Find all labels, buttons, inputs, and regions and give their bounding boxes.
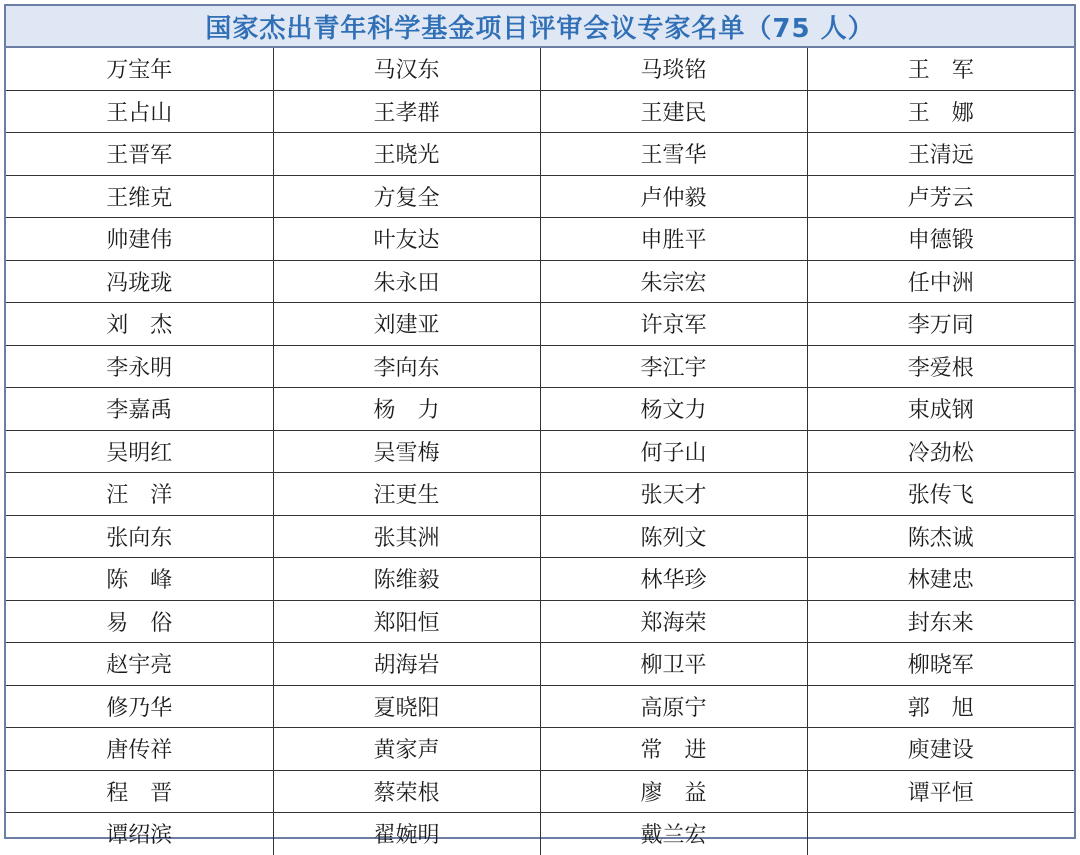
expert-name-cell: 吴雪梅 [273, 430, 540, 473]
table-row [6, 643, 1074, 686]
expert-name-cell: 夏晓阳 [273, 685, 540, 728]
expert-name-cell: 王晋军 [6, 133, 273, 176]
expert-name-cell: 李永明 [6, 345, 273, 388]
expert-name-cell: 林建忠 [807, 558, 1074, 601]
table-row [6, 728, 1074, 771]
expert-name-cell: 戴兰宏 [540, 813, 807, 855]
expert-name-cell: 黄家声 [273, 728, 540, 771]
table-row [6, 48, 1074, 90]
table-row [6, 813, 1074, 855]
name-grid [6, 48, 1074, 855]
expert-name-cell: 李爱根 [807, 345, 1074, 388]
expert-name-cell: 张天才 [540, 473, 807, 516]
expert-name-cell: 封东来 [807, 600, 1074, 643]
expert-name-cell: 王清远 [807, 133, 1074, 176]
expert-name-cell: 刘建亚 [273, 303, 540, 346]
expert-name-cell: 冷劲松 [807, 430, 1074, 473]
expert-name-cell: 杨文力 [540, 388, 807, 431]
expert-name-cell: 杨 力 [273, 388, 540, 431]
table-row [6, 558, 1074, 601]
expert-name-cell: 柳卫平 [540, 643, 807, 686]
expert-name-cell: 李嘉禹 [6, 388, 273, 431]
expert-name-cell: 朱宗宏 [540, 260, 807, 303]
expert-name-cell: 郑海荣 [540, 600, 807, 643]
expert-name-cell: 张向东 [6, 515, 273, 558]
expert-name-cell: 吴明红 [6, 430, 273, 473]
expert-name-cell: 常 进 [540, 728, 807, 771]
expert-name-cell: 陈杰诚 [807, 515, 1074, 558]
expert-name-cell: 柳晓军 [807, 643, 1074, 686]
expert-name-cell: 蔡荣根 [273, 770, 540, 813]
table-row [6, 388, 1074, 431]
table-row [6, 260, 1074, 303]
expert-name-cell: 汪 洋 [6, 473, 273, 516]
expert-name-cell: 朱永田 [273, 260, 540, 303]
table-row [6, 133, 1074, 176]
expert-name-cell: 庾建设 [807, 728, 1074, 771]
expert-name-cell: 谭绍滨 [6, 813, 273, 855]
expert-name-cell: 赵宇亮 [6, 643, 273, 686]
expert-name-cell: 李向东 [273, 345, 540, 388]
table-row [6, 430, 1074, 473]
expert-name-cell: 冯珑珑 [6, 260, 273, 303]
expert-name-cell: 王维克 [6, 175, 273, 218]
expert-name-cell: 王晓光 [273, 133, 540, 176]
expert-name-cell: 申胜平 [540, 218, 807, 261]
table-row [6, 218, 1074, 261]
table-row [6, 770, 1074, 813]
expert-name-cell: 程 晋 [6, 770, 273, 813]
expert-name-cell: 方复全 [273, 175, 540, 218]
table-row [6, 515, 1074, 558]
table-row [6, 175, 1074, 218]
expert-name-cell: 王 军 [807, 48, 1074, 90]
table-row [6, 685, 1074, 728]
expert-name-cell: 任中洲 [807, 260, 1074, 303]
expert-name-cell: 易 俗 [6, 600, 273, 643]
expert-name-cell: 申德锻 [807, 218, 1074, 261]
expert-name-cell [807, 813, 1074, 855]
expert-name-cell: 翟婉明 [273, 813, 540, 855]
expert-name-cell: 何子山 [540, 430, 807, 473]
table-row [6, 473, 1074, 516]
expert-name-cell: 王建民 [540, 90, 807, 133]
expert-name-cell: 马汉东 [273, 48, 540, 90]
expert-name-cell: 马琰铭 [540, 48, 807, 90]
table-row [6, 90, 1074, 133]
expert-name-cell: 唐传祥 [6, 728, 273, 771]
expert-name-cell: 郑阳恒 [273, 600, 540, 643]
expert-name-cell: 汪更生 [273, 473, 540, 516]
expert-name-cell: 李江宇 [540, 345, 807, 388]
expert-name-cell: 刘 杰 [6, 303, 273, 346]
table-title: 国家杰出青年科学基金项目评审会议专家名单（75 人） [6, 6, 1074, 48]
expert-name-cell: 卢仲毅 [540, 175, 807, 218]
expert-name-cell: 卢芳云 [807, 175, 1074, 218]
expert-name-cell: 帅建伟 [6, 218, 273, 261]
expert-name-cell: 郭 旭 [807, 685, 1074, 728]
expert-name-cell: 张传飞 [807, 473, 1074, 516]
expert-name-cell: 修乃华 [6, 685, 273, 728]
expert-name-cell: 束成钢 [807, 388, 1074, 431]
expert-name-cell: 李万同 [807, 303, 1074, 346]
expert-name-cell: 王占山 [6, 90, 273, 133]
expert-name-cell: 王雪华 [540, 133, 807, 176]
expert-name-cell: 胡海岩 [273, 643, 540, 686]
expert-name-cell: 陈维毅 [273, 558, 540, 601]
expert-name-cell: 陈列文 [540, 515, 807, 558]
expert-name-cell: 高原宁 [540, 685, 807, 728]
expert-name-cell: 谭平恒 [807, 770, 1074, 813]
expert-name-cell: 林华珍 [540, 558, 807, 601]
expert-name-cell: 万宝年 [6, 48, 273, 90]
expert-list-table [4, 4, 1076, 849]
table-row [6, 303, 1074, 346]
expert-name-cell: 叶友达 [273, 218, 540, 261]
expert-name-cell: 廖 益 [540, 770, 807, 813]
table-row [6, 345, 1074, 388]
expert-name-cell: 王 娜 [807, 90, 1074, 133]
expert-name-cell: 许京军 [540, 303, 807, 346]
table-row [6, 600, 1074, 643]
expert-name-cell: 张其洲 [273, 515, 540, 558]
expert-name-cell: 王孝群 [273, 90, 540, 133]
expert-name-cell: 陈 峰 [6, 558, 273, 601]
